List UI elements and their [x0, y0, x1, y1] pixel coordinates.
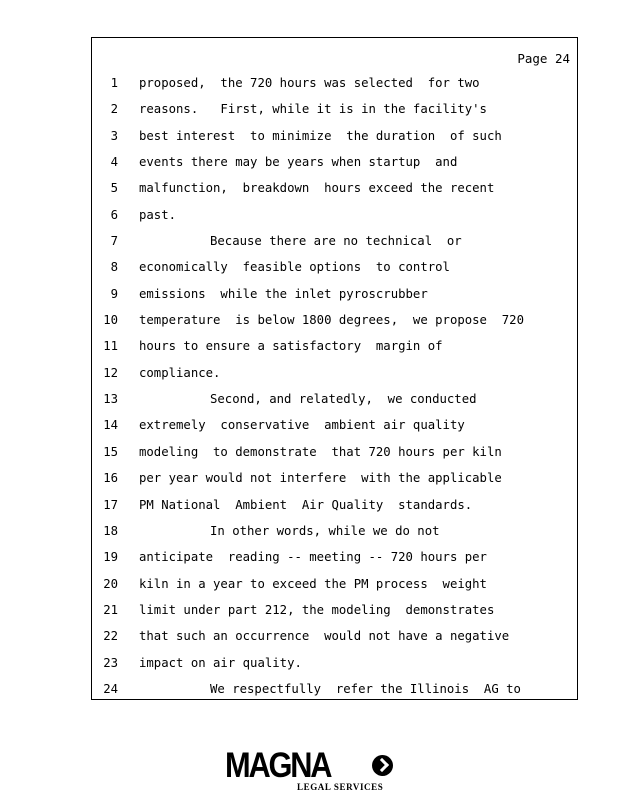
line-number: 15	[103, 444, 118, 459]
transcript-line	[92, 623, 577, 649]
line-number: 19	[103, 550, 118, 565]
line-text: past.	[139, 207, 177, 222]
line-number: 5	[110, 181, 118, 196]
line-text: reasons. First, while it is in the facility's	[139, 102, 487, 117]
line-number: 9	[110, 286, 118, 301]
transcript-line	[92, 518, 577, 544]
logo-wordmark: MAGNA	[225, 746, 331, 785]
line-text: economically feasible options to control	[139, 260, 450, 275]
line-number: 1	[110, 76, 118, 90]
line-number: 3	[110, 128, 118, 143]
transcript-lines	[92, 70, 577, 702]
line-text: compliance.	[139, 365, 221, 380]
transcript-line	[92, 149, 577, 175]
transcript-line	[92, 571, 577, 597]
transcript-line	[92, 175, 577, 201]
logo-subtext: LEGAL SERVICES	[297, 782, 384, 792]
transcript-page	[91, 37, 578, 700]
transcript-line	[92, 254, 577, 280]
transcript-line	[92, 492, 577, 518]
line-number: 18	[103, 523, 118, 538]
magna-logo	[225, 748, 395, 793]
transcript-line	[92, 333, 577, 359]
line-text: temperature is below 1800 degrees, we propose 720	[139, 313, 524, 328]
line-text: that such an occurrence would not have a negative	[139, 629, 510, 644]
line-number: 14	[103, 418, 118, 433]
line-text: impact on air quality.	[139, 655, 302, 670]
transcript-line	[92, 544, 577, 570]
line-number: 8	[110, 260, 118, 275]
transcript-line	[92, 281, 577, 307]
transcript-line	[92, 96, 577, 122]
line-number: 12	[103, 365, 118, 380]
line-number: 21	[103, 602, 118, 617]
chevron-right-circle-icon	[372, 755, 393, 776]
line-text: modeling to demonstrate that 720 hours per kiln	[139, 444, 502, 459]
line-text: PM National Ambient Air Quality standards.	[139, 497, 473, 512]
transcript-line	[92, 228, 577, 254]
line-text: hours to ensure a satisfactory margin of	[139, 339, 443, 354]
line-text: We respectfully refer the Illinois AG to	[210, 681, 521, 696]
transcript-line	[92, 386, 577, 412]
line-text: best interest to minimize the duration of such	[139, 128, 502, 143]
line-number: 6	[110, 207, 118, 222]
line-number: 2	[110, 102, 118, 117]
line-number: 4	[110, 155, 118, 170]
line-text: extremely conservative ambient air quality	[139, 418, 465, 433]
line-text: per year would not interfere with the applicable	[139, 471, 502, 486]
line-text: anticipate reading -- meeting -- 720 hours per	[139, 550, 487, 565]
line-text: malfunction, breakdown hours exceed the recent	[139, 181, 495, 196]
line-number: 17	[103, 497, 118, 512]
line-number: 10	[103, 313, 118, 328]
transcript-line	[92, 465, 577, 491]
line-number: 11	[103, 339, 118, 354]
transcript-line	[92, 123, 577, 149]
transcript-line	[92, 202, 577, 228]
transcript-line	[92, 307, 577, 333]
line-number: 16	[103, 471, 118, 486]
line-number: 13	[103, 392, 118, 407]
line-number: 7	[110, 234, 118, 249]
line-number: 22	[103, 629, 118, 644]
transcript-line	[92, 70, 577, 96]
line-text: events there may be years when startup and	[139, 155, 458, 170]
transcript-line	[92, 439, 577, 465]
transcript-line	[92, 676, 577, 702]
transcript-line	[92, 650, 577, 676]
transcript-line	[92, 597, 577, 623]
line-text: kiln in a year to exceed the PM process weight	[139, 576, 487, 591]
line-text: Second, and relatedly, we conducted	[210, 392, 477, 407]
line-number: 20	[103, 576, 118, 591]
line-text: In other words, while we do not	[210, 523, 440, 538]
line-text: proposed, the 720 hours was selected for two	[139, 76, 480, 90]
line-text: limit under part 212, the modeling demonstrates	[139, 602, 495, 617]
page-number: Page 24	[517, 51, 570, 66]
line-number: 23	[103, 655, 118, 670]
line-text: emissions while the inlet pyroscrubber	[139, 286, 428, 301]
line-number: 24	[103, 681, 118, 696]
line-text: Because there are no technical or	[210, 234, 462, 249]
transcript-line	[92, 360, 577, 386]
transcript-line	[92, 412, 577, 438]
